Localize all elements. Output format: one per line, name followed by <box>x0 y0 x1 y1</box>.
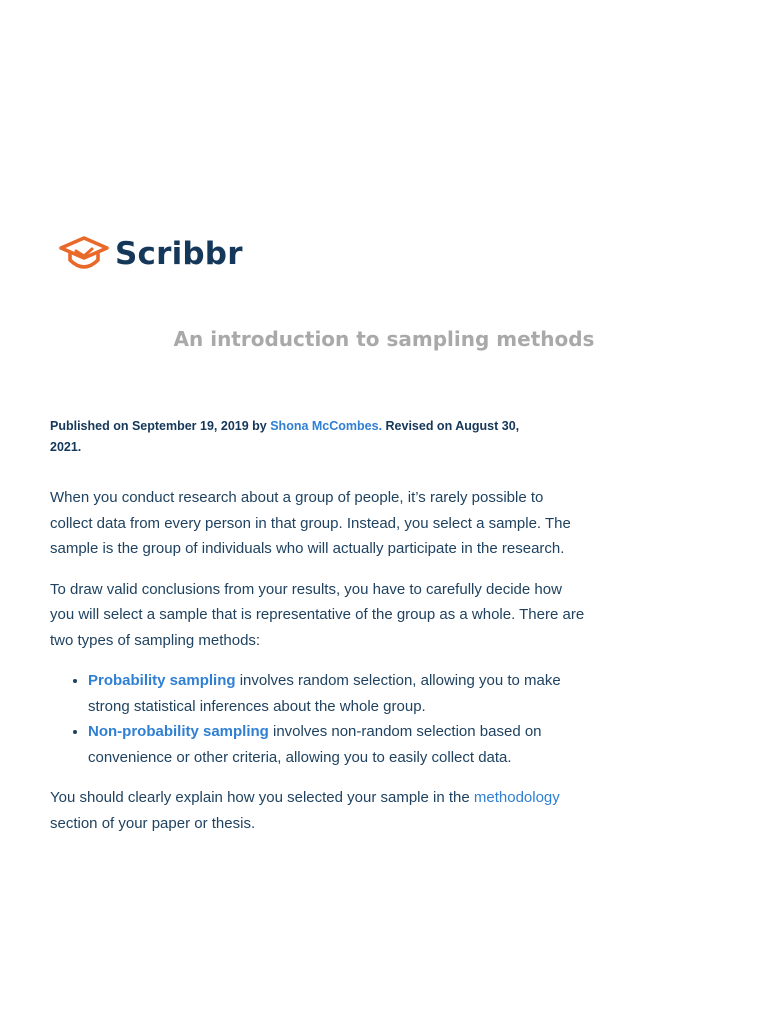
probability-sampling-link[interactable]: Probability sampling <box>88 672 236 689</box>
brand-name: Scribbr <box>115 235 243 272</box>
list-item-description: involves random selection, allowing you to make strong statistical inferences about the whole group. <box>88 672 561 715</box>
article-content <box>50 416 590 851</box>
author-link[interactable]: Shona McCombes. <box>270 419 383 433</box>
methodology-paragraph <box>50 785 590 836</box>
published-date-text: Published on September 19, 2019 by <box>50 419 271 433</box>
methodology-link[interactable]: methodology <box>473 789 560 806</box>
list-item-non-probability-sampling <box>88 719 590 770</box>
page-title: An introduction to sampling methods <box>173 327 595 351</box>
list-item-probability-sampling <box>88 668 590 719</box>
conclusions-paragraph: To draw valid conclusions from your results, you have to carefully decide how you will select a sample that is representative of the group as a whole. There are two types of sampling methods: <box>50 580 585 649</box>
methodology-text-before: You should clearly explain how you selected your sample in the <box>50 789 474 806</box>
list-item-description: involves non-random selection based on convenience or other criteria, allowing you to easily collect data. <box>88 723 542 766</box>
sampling-types-list <box>50 668 590 770</box>
intro-paragraph: When you conduct research about a group of people, it’s rarely possible to collect data from every person in that group. Instead, you select a sample. The sample is the group of individuals who will actually participate in the research. <box>50 489 571 557</box>
non-probability-sampling-link[interactable]: Non-probability sampling <box>88 723 269 740</box>
revised-date-text: Revised on August 30, 2021. <box>50 419 520 454</box>
publication-meta <box>50 416 540 458</box>
scribbr-logo <box>59 234 243 274</box>
methodology-text-after: section of your paper or thesis. <box>50 814 256 832</box>
graduation-cap-icon <box>59 234 109 274</box>
